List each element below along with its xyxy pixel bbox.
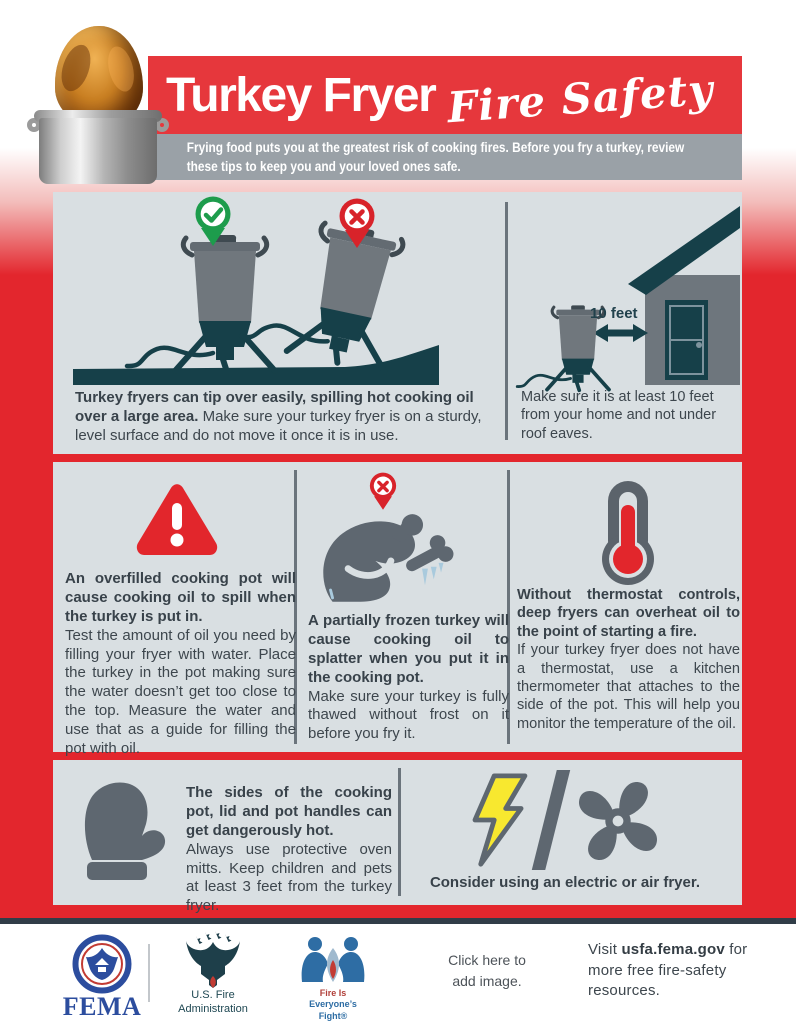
panel-risks [53,462,742,758]
usfa-eagle-icon [184,930,242,990]
upright-fryer [127,235,275,372]
warning-triangle-icon [135,482,219,558]
fief-line3: Fight® [318,1010,348,1021]
overfill-body: Test the amount of oil you need by filling your fryer with water. Place the turkey in the pot making sure the water doesn’t get too close to the top. Measure the water and use that as a guide for filling the pot with oil. [65,626,296,758]
placeholder-line1: Click here to [448,952,526,968]
fema-seal-icon [72,934,132,994]
fief-wordmark [283,988,383,1022]
fief-line1: Fire Is [319,988,347,998]
thermometer-icon [599,479,657,585]
panel-tipover [53,192,742,454]
tipover-caption-lead: Turkey fryers can tip over easily, spilling hot cooking oil over a large area. [75,389,474,425]
visit-suffix: for more free fire-safety resources. [588,941,748,1000]
footer-divider [148,944,150,1002]
tipover-caption [75,389,499,446]
visit-resources-text [588,940,750,1002]
lightning-bolt-icon [466,772,532,868]
fief-line2: Everyone’s [309,999,357,1010]
mitt-body: Always use protective oven mitts. Keep children and pets at least 3 feet from the turkey fryer. [186,840,392,915]
mitt-text [186,784,392,916]
page-title: Turkey Fryer [166,68,436,122]
distance-caption: Make sure it is at least 10 feet from your home and not under roof eaves. [521,389,717,442]
frozen-turkey-icon [315,506,461,608]
x-pin-icon [368,472,398,510]
placeholder-line2: add image. [452,973,522,989]
add-image-placeholder[interactable] [430,950,544,992]
frozen-text [308,612,509,744]
thermostat-body: If your turkey fryer does not have a thermostat, use a kitchen thermometer that attaches to the side of the pot. This will help you monitor the temperature of the oil. [517,642,740,732]
overfill-lead: An overfilled cooking pot will cause cooking oil to spill when the turkey is put in. [65,570,296,625]
tipover-caption-body: Make sure your turkey fryer is on a sturdy, level surface and do not move it once it is in use. [75,407,482,444]
fried-turkey-photo [30,26,166,186]
intro-text: Frying food puts you at the greatest risk of cooking fires. Before you fry a turkey, review these tips to keep you and your loved ones safe. [186,140,685,174]
frozen-lead: A partially frozen turkey will cause cooking oil to splatter when you put it in the cooking pot. [308,612,509,686]
panel-protection [53,760,742,915]
usfa-line2: Administration [178,1003,248,1016]
footer-divider-bar [0,918,796,924]
thermostat-text [517,586,740,733]
fema-wordmark: FEMA [62,992,142,1021]
fief-logo-icon [301,936,365,986]
stock-pot [39,118,157,184]
oven-mitt-icon [80,774,166,882]
distance-label: 10 feet [590,305,638,322]
usfa-wordmark [160,988,266,1017]
visit-prefix: Visit [588,941,622,958]
mitt-lead: The sides of the cooking pot, lid and pot handles can get dangerously hot. [186,784,392,839]
section-divider [398,768,401,896]
thermostat-lead: Without thermostat controls, deep fryers can overheat oil to the point of starting a fire. [517,587,740,640]
slash-icon [531,770,571,870]
title-banner [148,56,742,134]
overfill-text [65,570,296,759]
usfa-link[interactable]: usfa.fema.gov [621,941,725,958]
intro-bar [148,134,742,180]
fan-icon [575,778,661,864]
tilted-fryer [240,208,413,373]
alternative-caption: Consider using an electric or air fryer. [429,874,701,891]
usfa-line1: U.S. Fire [191,989,235,1001]
page-title-script: Fire Safety [446,64,716,132]
frozen-body: Make sure your turkey is fully thawed without frost on it before you fry it. [308,687,509,743]
